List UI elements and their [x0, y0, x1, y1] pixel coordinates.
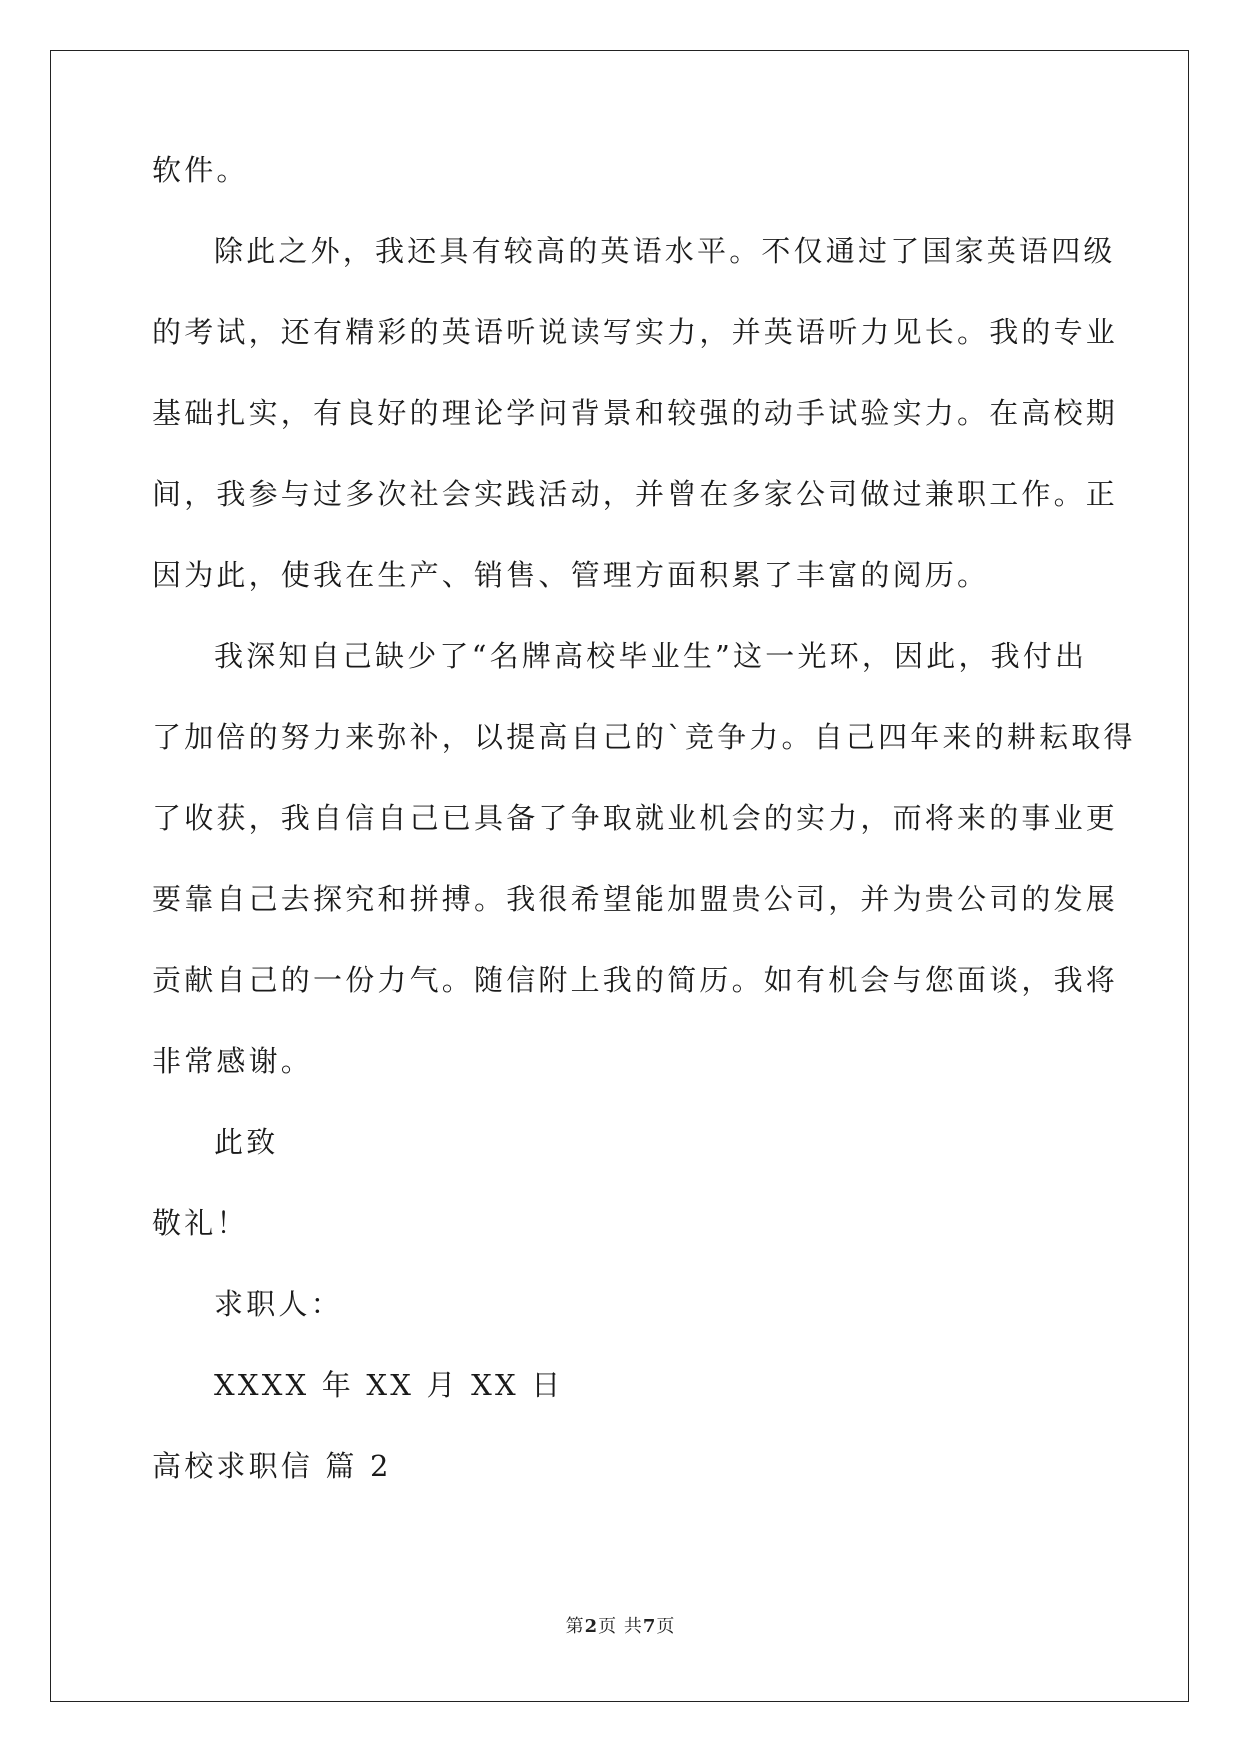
total-page-number: 7	[642, 1616, 657, 1637]
date-line: XXXX 年 XX 月 XX 日	[214, 1368, 564, 1402]
salutation-line: 此致	[214, 1125, 279, 1159]
text-line: 基础扎实，有良好的理论学问背景和较强的动手试验实力。在高校期	[152, 396, 1119, 430]
text-line: 软件。	[152, 153, 249, 187]
salutation-line: 敬礼！	[152, 1206, 249, 1240]
footer-middle: 页 共	[598, 1616, 643, 1637]
footer-suffix: 页	[656, 1616, 676, 1637]
text-line: 因为此，使我在生产、销售、管理方面积累了丰富的阅历。	[152, 558, 990, 592]
page-footer	[0, 1612, 1241, 1638]
text-line: 了收获，我自信自己已具备了争取就业机会的实力，而将来的事业更	[152, 801, 1119, 835]
footer-prefix: 第	[565, 1616, 585, 1637]
signature-line: 求职人：	[214, 1287, 343, 1321]
section-heading: 高校求职信 篇 2	[152, 1449, 392, 1483]
text-line: 除此之外，我还具有较高的英语水平。不仅通过了国家英语四级	[214, 234, 1116, 268]
text-line: 要靠自己去探究和拼搏。我很希望能加盟贵公司，并为贵公司的发展	[152, 882, 1119, 916]
text-line: 了加倍的努力来弥补，以提高自己的`竞争力。自己四年来的耕耘取得	[152, 720, 1136, 754]
text-line: 非常感谢。	[152, 1044, 314, 1078]
text-line: 的考试，还有精彩的英语听说读写实力，并英语听力见长。我的专业	[152, 315, 1119, 349]
text-line: 间，我参与过多次社会实践活动，并曾在多家公司做过兼职工作。正	[152, 477, 1119, 511]
text-line: 贡献自己的一份力气。随信附上我的简历。如有机会与您面谈，我将	[152, 963, 1119, 997]
current-page-number: 2	[584, 1616, 599, 1637]
letter-body	[152, 130, 1136, 1507]
text-line: 我深知自己缺少了“名牌高校毕业生”这一光环，因此，我付出	[214, 639, 1088, 673]
